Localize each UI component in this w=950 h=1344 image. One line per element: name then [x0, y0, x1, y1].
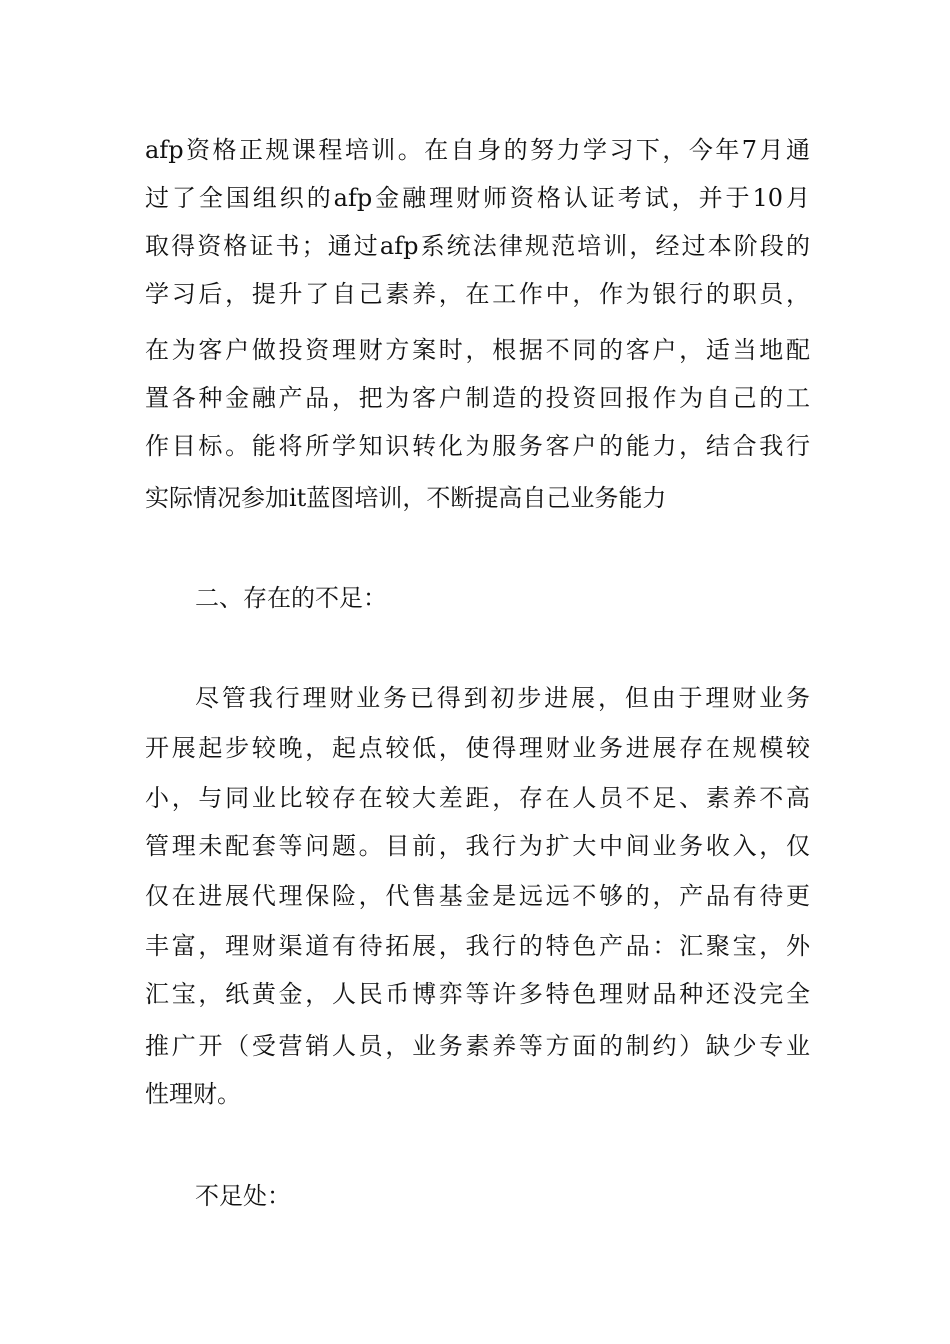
section-heading-shortcomings: 不足处： [195, 1182, 291, 1210]
section-heading-deficiencies: 二、存在的不足： [195, 584, 387, 612]
paragraph-1-line-3: 取得资格证书；通过afp系统法律规范培训，经过本阶段的 [145, 232, 810, 260]
paragraph-1-line-2: 过了全国组织的afp金融理财师资格认证考试，并于10月 [145, 184, 810, 212]
paragraph-2-line-9: 性理财。 [145, 1080, 241, 1108]
paragraph-1-line-4: 学习后，提升了自己素养，在工作中，作为银行的职员， [145, 280, 810, 308]
paragraph-2-line-6: 丰富，理财渠道有待拓展，我行的特色产品：汇聚宝，外 [145, 932, 810, 960]
paragraph-2-line-1: 尽管我行理财业务已得到初步进展，但由于理财业务 [195, 684, 810, 712]
paragraph-2-line-2: 开展起步较晚，起点较低，使得理财业务进展存在规模较 [145, 734, 810, 762]
paragraph-2-line-7: 汇宝，纸黄金，人民币博弈等许多特色理财品种还没完全 [145, 980, 810, 1008]
paragraph-2-line-8: 推广开（受营销人员，业务素养等方面的制约）缺少专业 [145, 1032, 810, 1060]
paragraph-2-line-3: 小，与同业比较存在较大差距，存在人员不足、素养不高 [145, 784, 810, 812]
paragraph-1-line-1: afp资格正规课程培训。在自身的努力学习下，今年7月通 [145, 136, 810, 164]
paragraph-1-line-5: 在为客户做投资理财方案时，根据不同的客户，适当地配 [145, 336, 810, 364]
paragraph-2-line-4: 管理未配套等问题。目前，我行为扩大中间业务收入，仅 [145, 832, 810, 860]
paragraph-2-line-5: 仅在进展代理保险，代售基金是远远不够的，产品有待更 [145, 882, 810, 910]
paragraph-1-line-8: 实际情况参加it蓝图培训，不断提高自己业务能力 [145, 484, 667, 512]
paragraph-1-line-6: 置各种金融产品，把为客户制造的投资回报作为自己的工 [145, 384, 810, 412]
paragraph-1-line-7: 作目标。能将所学知识转化为服务客户的能力，结合我行 [145, 432, 810, 460]
